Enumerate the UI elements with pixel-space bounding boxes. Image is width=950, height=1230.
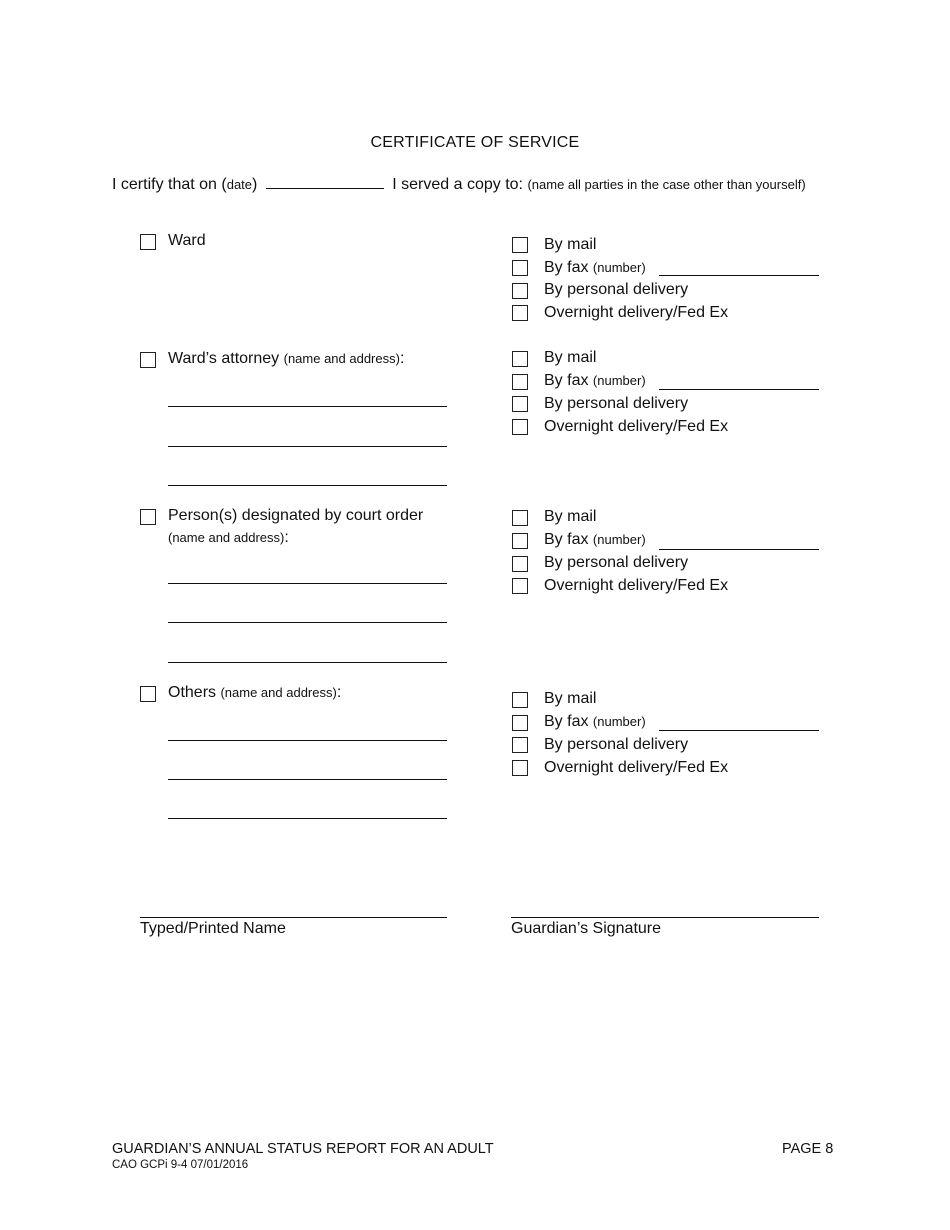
- certify-close-paren: ): [252, 176, 258, 193]
- page-title: CERTIFICATE OF SERVICE: [370, 134, 580, 151]
- others-address-line-1[interactable]: [168, 740, 447, 741]
- others-fax-number-field[interactable]: [659, 730, 819, 731]
- designated-address-line-3[interactable]: [168, 662, 447, 663]
- ward-by-mail-checkbox[interactable]: [512, 237, 528, 253]
- designated-overnight-label: Overnight delivery/Fed Ex: [544, 577, 729, 594]
- designated-hint: (name and address):: [168, 529, 289, 546]
- others-address-line-2[interactable]: [168, 779, 447, 780]
- typed-name-label: Typed/Printed Name: [140, 920, 286, 937]
- designated-personal-delivery-label: By personal delivery: [544, 554, 689, 571]
- others-address-line-3[interactable]: [168, 818, 447, 819]
- attorney-by-fax-checkbox[interactable]: [512, 374, 528, 390]
- footer-form-id: CAO GCPi 9-4 07/01/2016: [112, 1159, 249, 1171]
- attorney-label: Ward’s attorney (name and address):: [168, 350, 405, 367]
- ward-personal-delivery-checkbox[interactable]: [512, 283, 528, 299]
- others-by-fax-checkbox[interactable]: [512, 715, 528, 731]
- attorney-fax-number-field[interactable]: [659, 389, 819, 390]
- designated-label: Person(s) designated by court order: [168, 507, 424, 524]
- others-by-mail-label: By mail: [544, 690, 597, 707]
- ward-label: Ward: [168, 232, 206, 249]
- others-by-fax-label: By fax (number): [544, 713, 646, 730]
- ward-by-fax-checkbox[interactable]: [512, 260, 528, 276]
- ward-checkbox[interactable]: [140, 234, 156, 250]
- others-personal-delivery-checkbox[interactable]: [512, 737, 528, 753]
- attorney-by-mail-checkbox[interactable]: [512, 351, 528, 367]
- others-label: Others (name and address):: [168, 684, 342, 701]
- designated-address-line-1[interactable]: [168, 583, 447, 584]
- others-personal-delivery-label: By personal delivery: [544, 736, 689, 753]
- served-copy-text: I served a copy to:: [392, 176, 523, 193]
- guardian-signature-field[interactable]: [511, 917, 819, 918]
- designated-by-fax-label: By fax (number): [544, 531, 646, 548]
- typed-name-field[interactable]: [140, 917, 447, 918]
- attorney-overnight-label: Overnight delivery/Fed Ex: [544, 418, 729, 435]
- attorney-personal-delivery-checkbox[interactable]: [512, 396, 528, 412]
- attorney-overnight-checkbox[interactable]: [512, 419, 528, 435]
- guardian-signature-label: Guardian’s Signature: [511, 920, 662, 937]
- designated-overnight-checkbox[interactable]: [512, 578, 528, 594]
- footer-page-number: PAGE 8: [782, 1141, 834, 1157]
- certify-statement: [112, 174, 806, 194]
- attorney-personal-delivery-label: By personal delivery: [544, 395, 689, 412]
- service-date-field[interactable]: [266, 174, 384, 189]
- others-by-mail-checkbox[interactable]: [512, 692, 528, 708]
- ward-personal-delivery-label: By personal delivery: [544, 281, 689, 298]
- ward-by-mail-label: By mail: [544, 236, 597, 253]
- attorney-address-line-3[interactable]: [168, 485, 447, 486]
- footer-report-title: GUARDIAN’S ANNUAL STATUS REPORT FOR AN ADULT: [112, 1141, 494, 1157]
- ward-fax-number-field[interactable]: [659, 275, 819, 276]
- designated-by-mail-checkbox[interactable]: [512, 510, 528, 526]
- certify-prefix: I certify that on (: [112, 176, 227, 193]
- designated-personal-delivery-checkbox[interactable]: [512, 556, 528, 572]
- others-checkbox[interactable]: [140, 686, 156, 702]
- parties-hint: (name all parties in the case other than yourself): [527, 177, 806, 192]
- attorney-address-line-2[interactable]: [168, 446, 447, 447]
- designated-checkbox[interactable]: [140, 509, 156, 525]
- ward-by-fax-label: By fax (number): [544, 259, 646, 276]
- date-hint: date: [226, 177, 253, 192]
- others-overnight-label: Overnight delivery/Fed Ex: [544, 759, 729, 776]
- attorney-by-fax-label: By fax (number): [544, 372, 646, 389]
- attorney-by-mail-label: By mail: [544, 349, 597, 366]
- others-overnight-checkbox[interactable]: [512, 760, 528, 776]
- designated-fax-number-field[interactable]: [659, 549, 819, 550]
- ward-overnight-checkbox[interactable]: [512, 305, 528, 321]
- designated-address-line-2[interactable]: [168, 622, 447, 623]
- designated-by-mail-label: By mail: [544, 508, 597, 525]
- ward-overnight-label: Overnight delivery/Fed Ex: [544, 304, 729, 321]
- attorney-address-line-1[interactable]: [168, 406, 447, 407]
- designated-by-fax-checkbox[interactable]: [512, 533, 528, 549]
- attorney-checkbox[interactable]: [140, 352, 156, 368]
